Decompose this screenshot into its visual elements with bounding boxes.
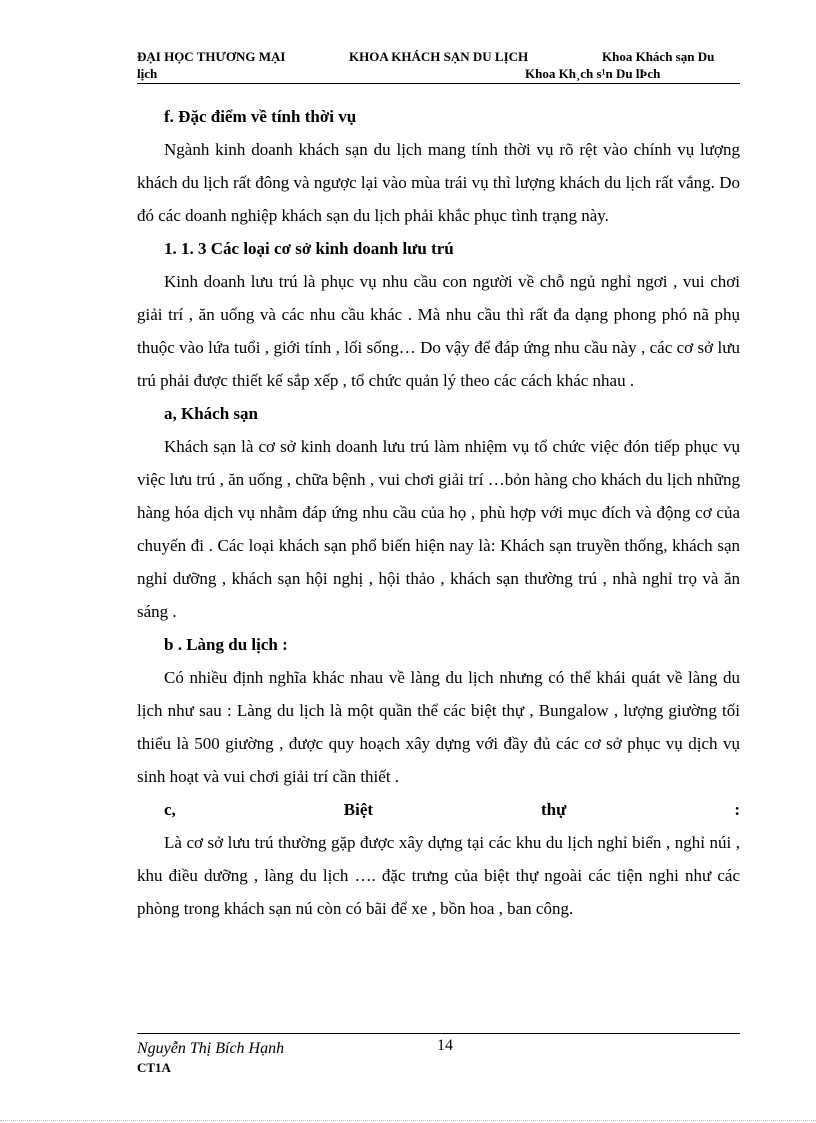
footer-author: Nguyễn Thị Bích Hạnh	[137, 1040, 285, 1057]
paragraph-b: Có nhiều định nghĩa khác nhau về làng du lịch nhưng có thể khái quát về làng du lịch như sau : Làng du lịch là một quần thể các biệt thự , Bungalow , lượng giường tối thiểu là 500 giường , được quy hoạch xây dựng với đầy đủ các cơ sở phục vụ dịch vụ sinh hoạt và vui chơi giải trí cần thiết .	[137, 668, 740, 786]
heading-c-part: Biệt	[343, 800, 374, 819]
paragraph-a: Khách sạn là cơ sở kinh doanh lưu trú làm nhiệm vụ tổ chức việc đón tiếp phục vụ việc lưu trú , ăn uống , chữa bệnh , vui chơi giải trí …bỏn hàng cho khách du lịch những hàng hóa dịch vụ nhằm đáp ứng nhu cầu của họ , phù hợp với mục đích và động cơ của chuyến đi . Các loại khách sạn phổ biến hiện nay là: Khách sạn truyền thống, khách sạn nghỉ dưỡng , khách sạn hội nghị , hội thảo , khách sạn thường trú , nhà nghỉ trọ và ăn sáng .	[137, 437, 740, 621]
heading-f: f. Đặc điểm về tính thời vụ	[164, 107, 357, 126]
paragraph-1-1-3: Kinh doanh lưu trú là phục vụ nhu cầu con người về chỗ ngủ nghỉ ngơi , vui chơi giải trí , ăn uống và các nhu cầu khác . Mà nhu cầu thì rất đa dạng phong phó nã phụ thuộc vào lứa tuổi , giới tính , lối sống… Do vậy để đáp ứng nhu cầu này , các cơ sở lưu trú phải được thiết kế sắp xếp , tổ chức quản lý theo các cách khác nhau .	[137, 272, 740, 390]
page-number: 14	[437, 1037, 453, 1054]
header-university: ĐẠI HỌC THƯƠNG MẠI	[137, 49, 286, 64]
heading-c-part: thự	[541, 800, 567, 819]
header-row-2	[137, 65, 740, 82]
page-edge-dotted-line	[0, 1120, 816, 1121]
heading-a: a, Khách sạn	[164, 404, 258, 423]
header-rule	[137, 83, 740, 84]
header-faculty-garbled: Khoa Kh¸ch s¹n Du lÞch	[525, 66, 661, 81]
paragraph-f: Ngành kinh doanh khách sạn du lịch mang tính thời vụ rõ rệt vào chính vụ lượng khách du lịch rất đông và ngược lại vào mùa trái vụ thì lượng khách du lịch rất vắng. Do đó các doanh nghiệp khách sạn du lịch phải khắc phục tình trạng này.	[137, 140, 740, 225]
paragraph-c: Là cơ sở lưu trú thường gặp được xây dựng tại các khu du lịch nghỉ biển , nghỉ núi , khu điều dưỡng , làng du lịch …. đặc trưng của biệt thự ngoài các tiện nghi như các phòng trong khách sạn nú còn có bãi để xe , bồn hoa , ban công.	[137, 833, 740, 918]
header-row-1	[137, 48, 740, 65]
heading-b: b . Làng du lịch :	[164, 635, 288, 654]
header-faculty-right: Khoa Khách sạn Du	[602, 49, 715, 64]
footer-rule	[137, 1033, 740, 1034]
heading-c	[137, 793, 740, 826]
footer-class: CT1A	[137, 1060, 171, 1075]
heading-1-1-3: 1. 1. 3 Các loại cơ sở kinh doanh lưu trú	[164, 239, 454, 258]
page-header	[137, 48, 740, 82]
heading-c-part: :	[734, 800, 740, 819]
page-body	[137, 100, 740, 925]
header-faculty: KHOA KHÁCH SẠN DU LỊCH	[349, 49, 529, 64]
heading-c-part: c,	[164, 800, 176, 819]
header-faculty-right-cont: lịch	[137, 66, 158, 81]
